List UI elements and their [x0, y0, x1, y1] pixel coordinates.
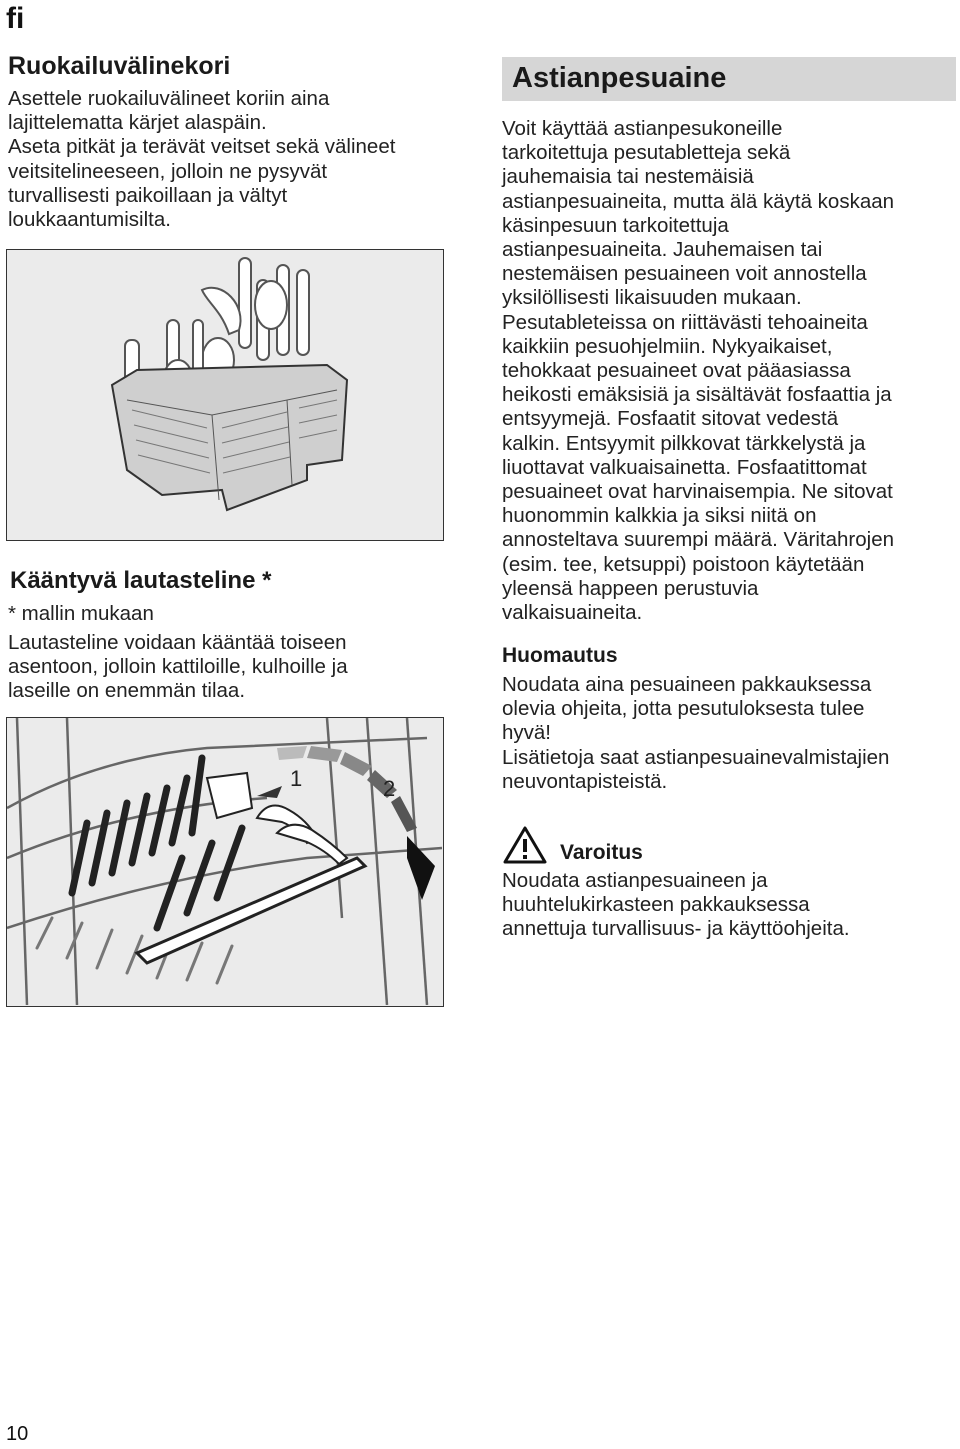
figure-label-1: 1	[290, 766, 303, 791]
text-line: Noudata astianpesuaineen ja	[502, 869, 768, 892]
figure-label-2: 2	[383, 776, 396, 801]
detergent-heading: Astianpesuaine	[502, 57, 956, 101]
cutlery-basket-text	[8, 87, 478, 232]
text-line: turvallisesti paikoillaan ja vältyt	[8, 183, 288, 207]
text-line: veitsitelineeseen, jolloin ne pysyvät	[8, 159, 328, 183]
language-tag: fi	[6, 2, 25, 35]
text-line: Pesutableteissa on riittävästi tehoaineita	[502, 310, 868, 334]
warning-heading: Varoitus	[560, 841, 643, 864]
text-line: yleensä happeen perustuvia	[502, 576, 759, 600]
text-line: Noudata aina pesuaineen pakkauksessa	[502, 673, 872, 696]
text-line: käsinpesuun tarkoitettuja	[502, 213, 729, 237]
text-line: Voit käyttää astianpesukoneille	[502, 117, 783, 140]
rotating-rack-note: * mallin mukaan	[8, 602, 154, 625]
text-line: huonommin kalkkia ja siksi niitä on	[502, 504, 817, 528]
cutlery-basket-heading: Ruokailuvälinekori	[8, 52, 231, 80]
cutlery-basket-drawing	[7, 250, 442, 539]
text-line: (esim. tee, ketsuppi) poistoon käytetään	[502, 552, 865, 576]
text-line: pesuaineet ovat harvinaisempia. Ne sitovat	[502, 480, 893, 504]
rotating-rack-text	[8, 631, 478, 704]
detergent-text	[502, 117, 957, 625]
text-line: tarkoitettuja pesutabletteja sekä	[502, 141, 791, 165]
text-line: astianpesuaineita. Jauhemaisen tai	[502, 238, 823, 262]
text-line: huuhtelukirkasteen pakkauksessa	[502, 893, 810, 917]
text-line: annettuja turvallisuus- ja käyttöohjeita.	[502, 917, 850, 941]
text-line: laseille on enemmän tilaa.	[8, 679, 246, 703]
text-line: astianpesuaineita, mutta älä käytä koskaan	[502, 189, 895, 213]
rotating-rack-illustration	[6, 717, 444, 1007]
text-line: Aseta pitkät ja terävät veitset sekä välineet	[8, 135, 396, 159]
text-line: annosteltava suurempi määrä. Väritahrojen	[502, 528, 894, 552]
text-line: liuottavat valkuaisainetta. Fosfaatittomat	[502, 455, 867, 479]
text-line: Asettele ruokailuvälineet koriin aina	[8, 87, 330, 110]
note-heading: Huomautus	[502, 644, 618, 667]
text-line: kaikkiin pesuohjelmiin. Nykyaikaiset,	[502, 334, 833, 358]
text-line: lajittelematta kärjet alaspäin.	[8, 111, 267, 135]
text-line: asentoon, jolloin kattiloille, kulhoille ja	[8, 655, 348, 679]
text-line: kalkin. Entsyymit pilkkovat tärkkelystä ja	[502, 431, 866, 455]
rotating-rack-drawing	[7, 718, 442, 1005]
text-line: valkaisuaineita.	[502, 601, 643, 625]
page-number: 10	[6, 1423, 29, 1445]
text-line: loukkaantumisilta.	[8, 208, 171, 232]
note-text	[502, 673, 957, 794]
text-line: heikosti emäksisiä ja sisältävät fosfaattia ja	[502, 383, 892, 407]
cutlery-basket-illustration	[6, 249, 444, 541]
rotating-rack-heading: Kääntyvä lautasteline *	[10, 567, 272, 594]
text-line: hyvä!	[502, 721, 551, 745]
text-line: yksilöllisesti likaisuuden mukaan.	[502, 286, 802, 310]
warning-triangle-icon	[503, 826, 547, 869]
text-line: jauhemaisia tai nestemäisiä	[502, 165, 754, 189]
text-line: Lautasteline voidaan kääntää toiseen	[8, 631, 347, 654]
text-line: olevia ohjeita, jotta pesutuloksesta tulee	[502, 697, 865, 721]
text-line: Lisätietoja saat astianpesuainevalmistajien	[502, 745, 890, 769]
warning-text	[502, 869, 957, 942]
text-line: tehokkaat pesuaineet ovat pääasiassa	[502, 359, 851, 383]
text-line: entsyymejä. Fosfaatit sitovat vedestä	[502, 407, 839, 431]
text-line: neuvontapisteistä.	[502, 769, 668, 793]
text-line: nestemäisen pesuaineen voit annostella	[502, 262, 867, 286]
